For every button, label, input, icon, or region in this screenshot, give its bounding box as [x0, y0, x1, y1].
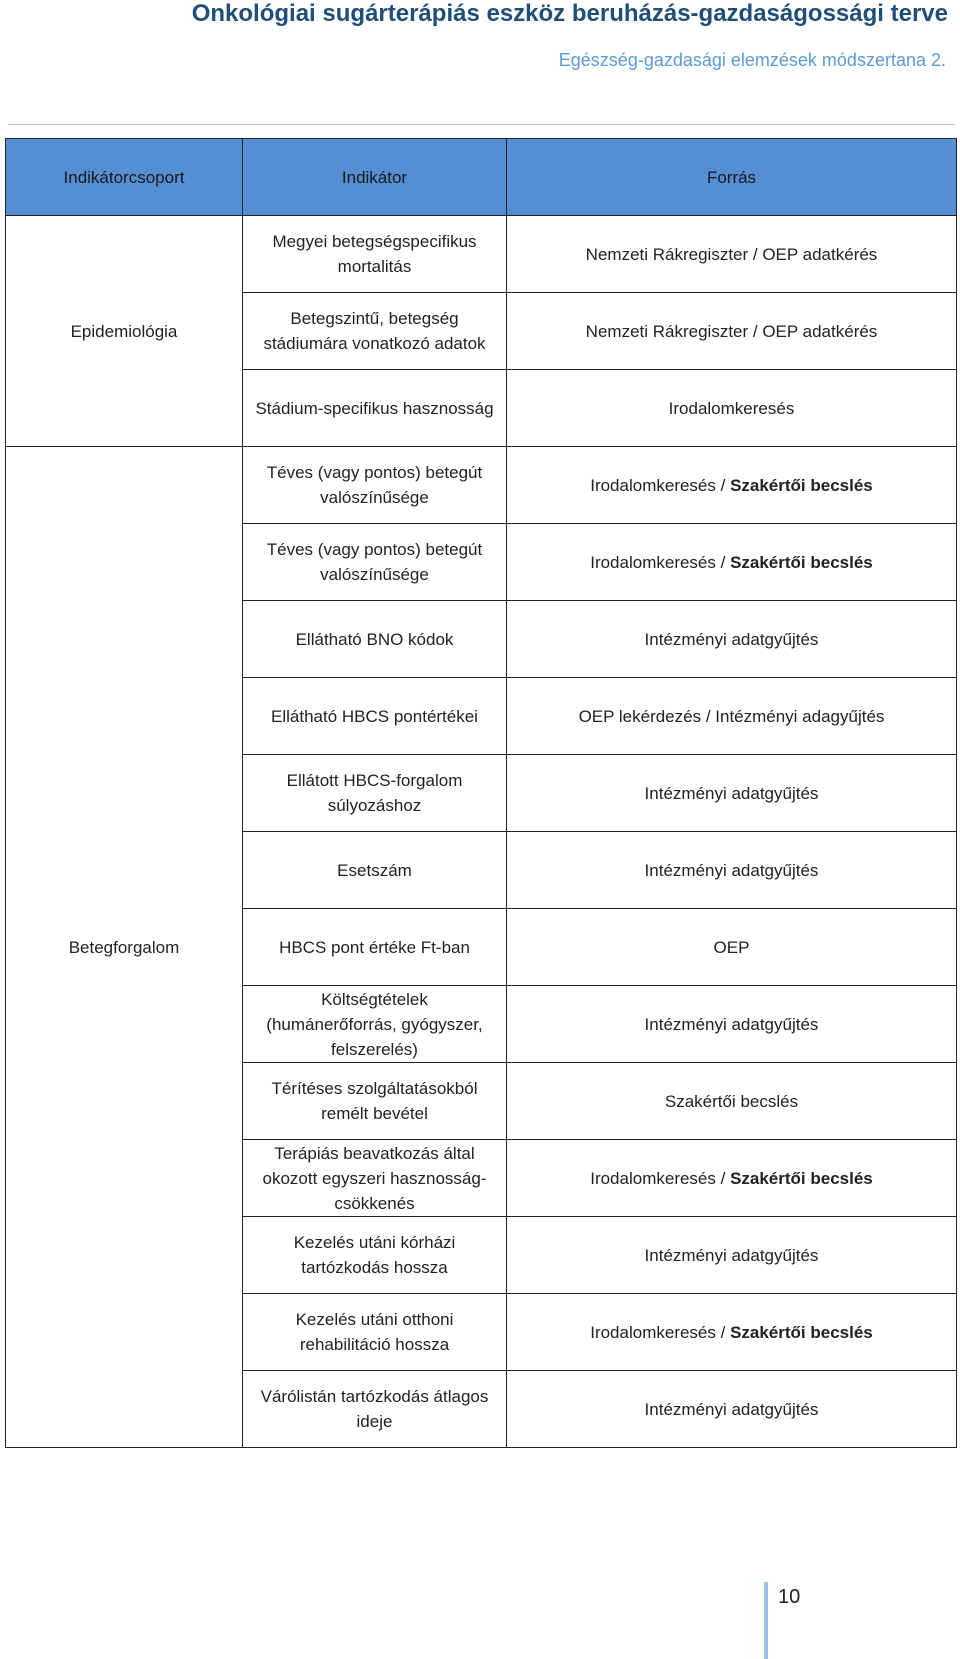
header-divider [8, 124, 954, 125]
group-cell-patient-flow: Betegforgalom [6, 447, 243, 1448]
source-cell: Intézményi adatgyűjtés [507, 986, 957, 1063]
indicator-cell: Stádium-specifikus hasznosság [243, 370, 507, 447]
source-cell [507, 447, 957, 524]
indicator-cell: Esetszám [243, 832, 507, 909]
table-row [6, 216, 957, 293]
indicator-cell: Téves (vagy pontos) betegút valószínűsége [243, 524, 507, 601]
source-cell: Szakértői becslés [507, 1063, 957, 1140]
source-cell: Intézményi adatgyűjtés [507, 755, 957, 832]
source-cell [507, 524, 957, 601]
source-text: Irodalomkeresés / [590, 1322, 731, 1342]
source-cell: Intézményi adatgyűjtés [507, 1217, 957, 1294]
indicator-cell: Ellátható BNO kódok [243, 601, 507, 678]
indicator-cell: Ellátott HBCS-forgalom súlyozáshoz [243, 755, 507, 832]
source-text-bold: Szakértői becslés [730, 1322, 873, 1342]
source-cell: OEP [507, 909, 957, 986]
indicator-cell: Kezelés utáni otthoni rehabilitáció hossza [243, 1294, 507, 1371]
source-text: Irodalomkeresés / [590, 1168, 731, 1188]
column-header-source: Forrás [507, 139, 957, 216]
source-cell: Irodalomkeresés [507, 370, 957, 447]
page-number: 10 [778, 1586, 801, 1608]
table-header-row [6, 139, 957, 216]
column-header-indicator: Indikátor [243, 139, 507, 216]
indicator-cell: Költségtételek (humánerőforrás, gyógyszer, felszerelés) [243, 986, 507, 1063]
source-cell: Intézményi adatgyűjtés [507, 601, 957, 678]
indicator-cell: Térítéses szolgáltatásokból remélt bevétel [243, 1063, 507, 1140]
source-cell: Nemzeti Rákregiszter / OEP adatkérés [507, 293, 957, 370]
indicator-cell: Megyei betegségspecifikus mortalitás [243, 216, 507, 293]
indicator-cell: Kezelés utáni kórházi tartózkodás hossza [243, 1217, 507, 1294]
source-cell [507, 1294, 957, 1371]
source-cell: Intézményi adatgyűjtés [507, 832, 957, 909]
document-title: Onkológiai sugárterápiás eszköz beruházás-gazdaságossági terve [191, 0, 948, 27]
document-subtitle: Egészség-gazdasági elemzések módszertana 2. [558, 50, 946, 70]
source-cell [507, 1140, 957, 1217]
indicator-cell: Betegszintű, betegség stádiumára vonatkozó adatok [243, 293, 507, 370]
source-text-bold: Szakértői becslés [730, 552, 873, 572]
indicator-cell: Várólistán tartózkodás átlagos ideje [243, 1371, 507, 1448]
table-row [6, 447, 957, 524]
indicator-table [5, 138, 957, 1448]
source-text-bold: Szakértői becslés [730, 1168, 873, 1188]
indicator-cell: Terápiás beavatkozás által okozott egyszeri hasznosság-csökkenés [243, 1140, 507, 1217]
source-text: Irodalomkeresés / [590, 475, 731, 495]
source-cell: Intézményi adatgyűjtés [507, 1371, 957, 1448]
group-cell-epidemiology: Epidemiológia [6, 216, 243, 447]
page-number-bar [764, 1582, 768, 1659]
source-cell: Nemzeti Rákregiszter / OEP adatkérés [507, 216, 957, 293]
source-text: Irodalomkeresés / [590, 552, 731, 572]
source-cell: OEP lekérdezés / Intézményi adagyűjtés [507, 678, 957, 755]
indicator-cell: Ellátható HBCS pontértékei [243, 678, 507, 755]
source-text-bold: Szakértői becslés [730, 475, 873, 495]
indicator-cell: HBCS pont értéke Ft-ban [243, 909, 507, 986]
column-header-group: Indikátorcsoport [6, 139, 243, 216]
indicator-cell: Téves (vagy pontos) betegút valószínűsége [243, 447, 507, 524]
